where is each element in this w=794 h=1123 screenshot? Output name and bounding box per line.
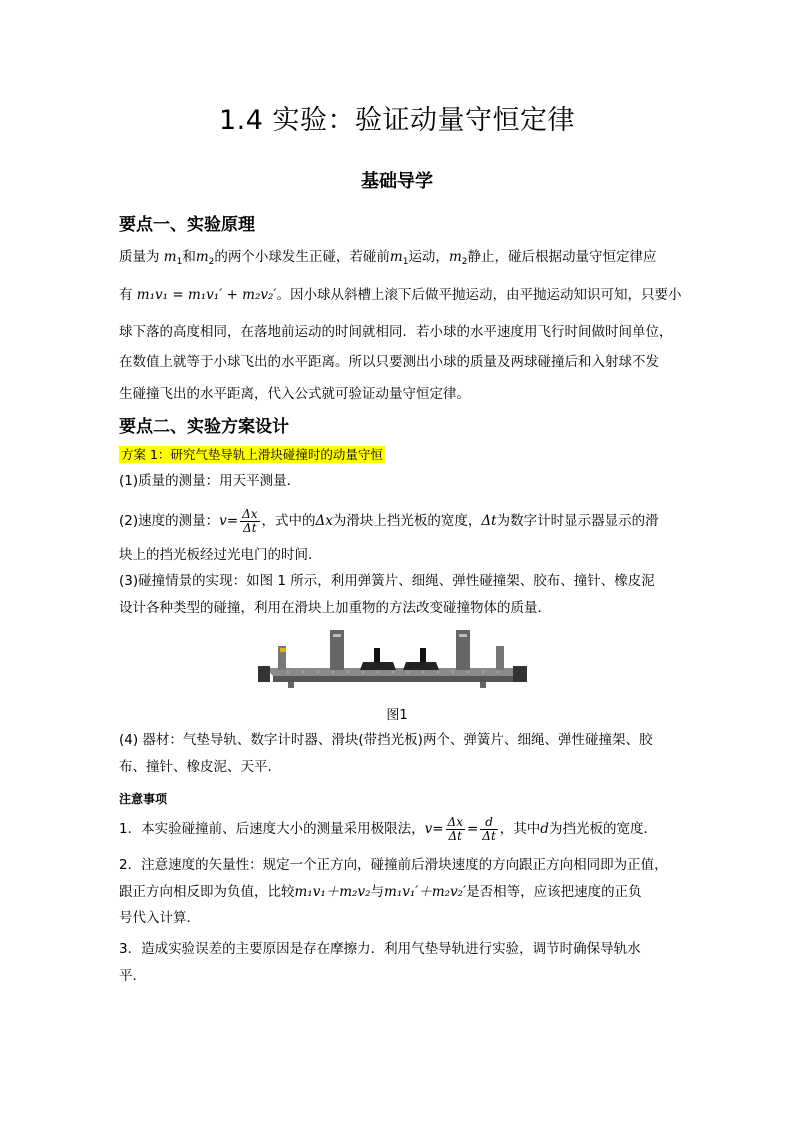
section1-paragraph-line3: 球下落的高度相同，在落地前运动的时间就相同．若小球的水平速度用飞行时间做时间单位， xyxy=(119,324,673,340)
item-velocity: (2)速度的测量：v= $\frac{\Delta x}{\Delta t}$ ，式中的Δx为滑块上挡光板的宽度，Δt为数字计时显示器显示的滑 xyxy=(119,506,659,535)
note-1: 1．本实验碰撞前、后速度大小的测量采用极限法，v= $\frac{\Delta x}{\Delta t}$ = $\frac{d}{\Delta t}$ ，其中d为挡光板的宽度． xyxy=(119,814,657,843)
section1-paragraph-line4: 在数值上就等于小球飞出的水平距离。所以只要测出小球的质量及两球碰撞后和入射球不发 xyxy=(119,354,659,370)
plan-highlight: 方案 1：研究气垫导轨上滑块碰撞时的动量守恒 xyxy=(121,447,383,462)
slider-1 xyxy=(360,662,396,670)
limit-fraction-1: $\frac{\Delta x}{\Delta t}$ xyxy=(447,814,463,843)
page-subtitle: 基础导学 xyxy=(361,171,433,192)
note-3-line1: 3．造成实验误差的主要原因是存在摩擦力．利用气垫导轨进行实验，调节时确保导轨水 xyxy=(119,941,641,957)
plan-label xyxy=(119,445,679,465)
track-side xyxy=(273,676,520,682)
figure-caption: 图1 xyxy=(386,708,408,723)
velocity-fraction: $\frac{\Delta x}{\Delta t}$ xyxy=(242,506,258,535)
right-end-block xyxy=(513,666,527,682)
right-bumper xyxy=(496,646,504,670)
section1-paragraph-line2: 有 m₁v₁ = m₁v₁′ + m₂v₂′。因小球从斜槽上滚下后做平抛运动，由平抛运动知识可知，只要小 xyxy=(119,287,682,303)
note-3-line2: 平． xyxy=(119,968,146,984)
item-velocity-line2: 块上的挡光板经过光电门的时间． xyxy=(119,547,322,563)
item-collision-line1: (3)碰撞情景的实现：如图 1 所示，利用弹簧片、细绳、弹性碰撞架、胶布、撞针、橡皮泥 xyxy=(119,573,655,589)
left-foot xyxy=(288,682,294,688)
slider-2 xyxy=(403,662,439,670)
slider-2-flag xyxy=(420,648,426,662)
air-track-figure xyxy=(258,630,528,690)
note-2-line2: 跟正方向相反即为负值，比较m₁v₁＋m₂v₂与m₁v₁′＋m₂v₂′是否相等，应该把速度的正负 xyxy=(119,884,642,900)
section1-paragraph-line5: 生碰撞飞出的水平距离，代入公式就可验证动量守恒定律。 xyxy=(119,386,470,402)
right-foot xyxy=(480,682,486,688)
momentum-equation: m₁v₁ = m₁v₁′ + m₂v₂′ xyxy=(136,287,277,303)
notes-heading: 注意事项 xyxy=(119,792,168,806)
left-bumper-mark xyxy=(280,648,286,652)
item-equipment-line1: (4) 器材：气垫导轨、数字计时器、滑块(带挡光板)两个、弹簧片、细绳、弹性碰撞架、胶 xyxy=(119,732,653,748)
section1-heading: 要点一、实验原理 xyxy=(119,215,255,235)
item-equipment-line2: 布、撞针、橡皮泥、天平． xyxy=(119,759,281,775)
item-mass: (1)质量的测量：用天平测量． xyxy=(119,473,301,489)
page-title: 1.4 实验：验证动量守恒定律 xyxy=(218,105,576,136)
note-2-line3: 号代入计算． xyxy=(119,910,200,926)
slider-1-flag xyxy=(374,648,380,662)
section2-heading: 要点二、实验方案设计 xyxy=(119,417,289,437)
note-2-line1: 2．注意速度的矢量性：规定一个正方向，碰撞前后滑块速度的方向跟正方向相同即为正值， xyxy=(119,857,668,873)
limit-fraction-2: $\frac{d}{\Delta t}$ xyxy=(482,814,496,843)
left-end-block xyxy=(258,666,270,682)
section1-paragraph-line1: 质量为 $m_1$和$m_2$的两个小球发生正碰，若碰前$m_1$运动，$m_2$静止，碰后根据动量守恒定律应 xyxy=(119,249,657,267)
item-collision-line2: 设计各种类型的碰撞，利用在滑块上加重物的方法改变碰撞物体的质量． xyxy=(119,600,551,616)
